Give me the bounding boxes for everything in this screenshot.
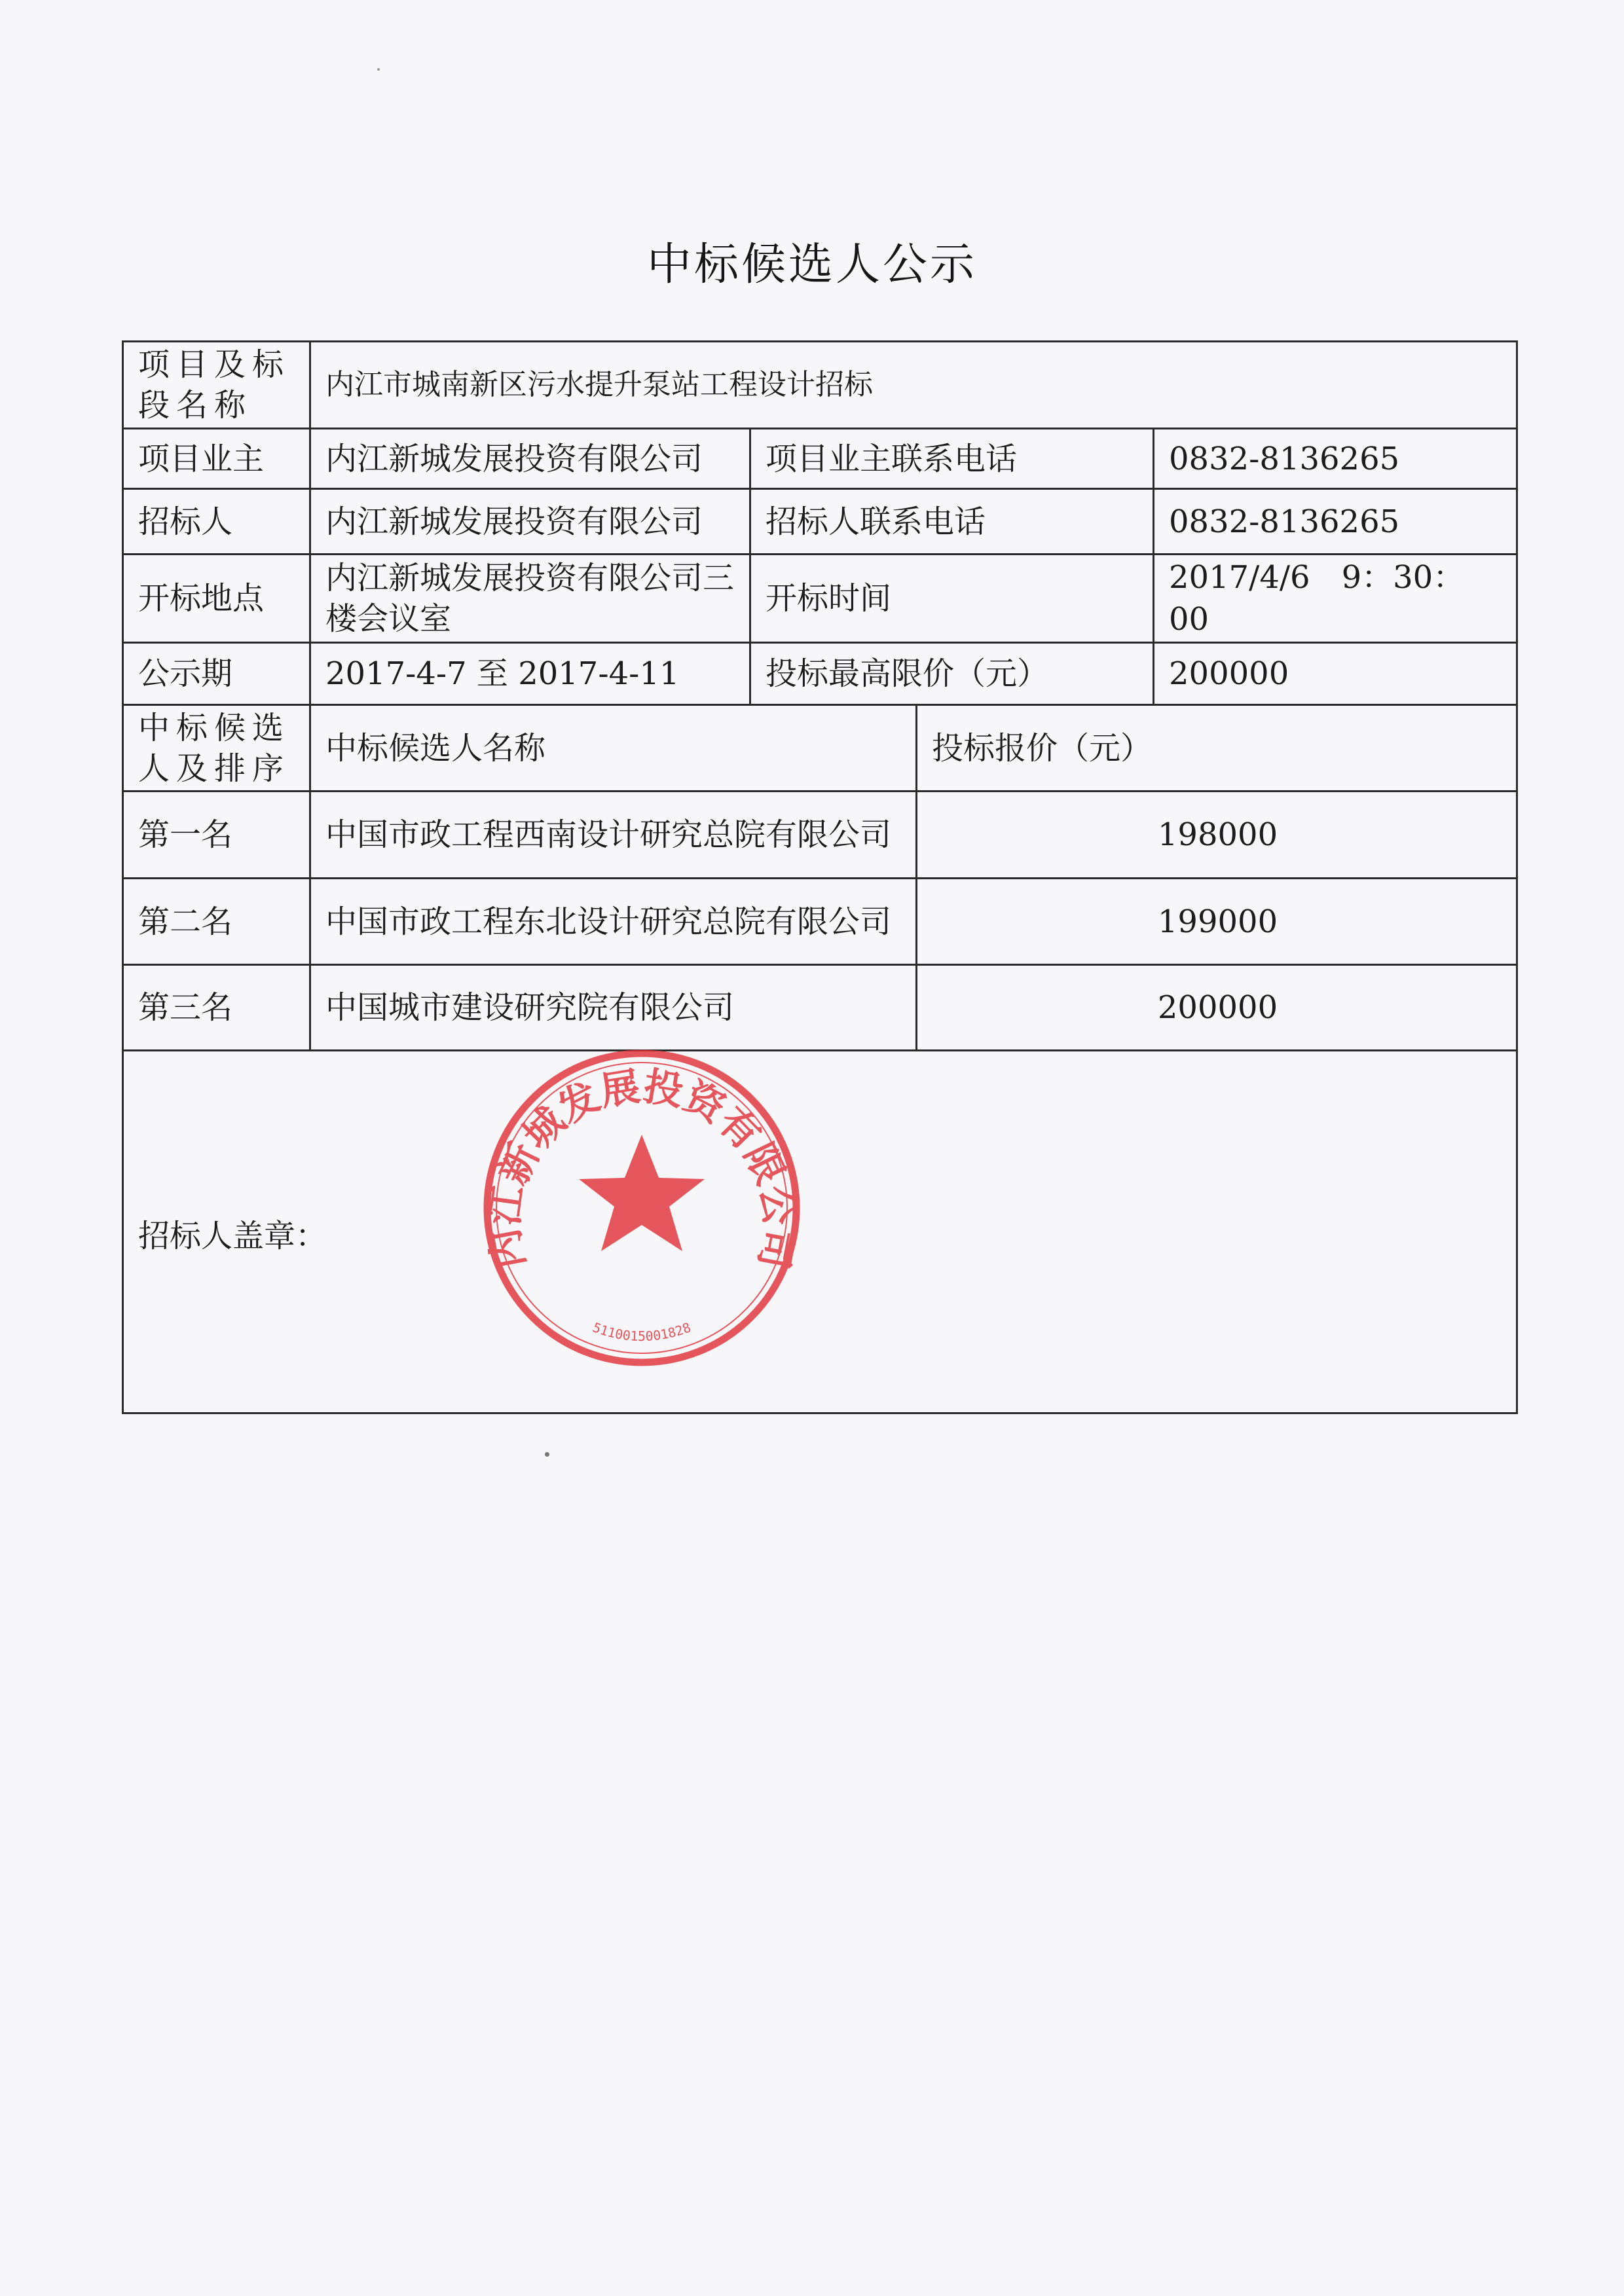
project-value: 内江市城南新区污水提升泵站工程设计招标 (309, 340, 1518, 428)
notice-period: 2017-4-7 至 2017-4-11 (309, 642, 749, 704)
candidate-rank-3: 第三名 (122, 964, 309, 1049)
candidate-price-3: 200000 (915, 964, 1518, 1049)
company-seal (471, 1038, 812, 1378)
project-label: 项目及标段名称 (122, 340, 309, 428)
owner-value: 内江新城发展投资有限公司 (309, 428, 749, 488)
bid-candidate-table (122, 340, 1518, 1414)
tenderer-value: 内江新城发展投资有限公司 (309, 488, 749, 553)
candidate-price-1: 198000 (915, 790, 1518, 877)
tenderer-label: 招标人 (122, 488, 309, 553)
candidate-price-2: 199000 (915, 877, 1518, 964)
seal-number-text (591, 1319, 693, 1344)
tenderer-phone: 0832-8136265 (1153, 488, 1518, 553)
seal-area (122, 1049, 1518, 1414)
seal-company-path: 内江新城发展投资有限公司 (481, 1063, 802, 1273)
scan-speck (545, 1452, 549, 1457)
max-price: 200000 (1153, 642, 1518, 704)
owner-phone: 0832-8136265 (1153, 428, 1518, 488)
candidate-price-header: 投标报价（元） (915, 704, 1518, 790)
opening-time: 2017/4/6 9：30：00 (1153, 553, 1518, 642)
max-price-label: 投标最高限价（元） (749, 642, 1153, 704)
opening-time-label: 开标时间 (749, 553, 1153, 642)
owner-label: 项目业主 (122, 428, 309, 488)
candidates-header-label: 中标候选人及排序 (122, 704, 309, 790)
opening-place: 内江新城发展投资有限公司三楼会议室 (309, 553, 749, 642)
candidate-name-header: 中标候选人名称 (309, 704, 915, 790)
candidate-name-1: 中国市政工程西南设计研究总院有限公司 (309, 790, 915, 877)
opening-place-label: 开标地点 (122, 553, 309, 642)
seal-stamp (481, 1053, 802, 1362)
candidate-name-3: 中国城市建设研究院有限公司 (309, 964, 915, 1049)
tenderer-phone-label: 招标人联系电话 (749, 488, 1153, 553)
seal-label: 招标人盖章： (138, 1218, 327, 1254)
candidate-rank-1: 第一名 (122, 790, 309, 877)
owner-phone-label: 项目业主联系电话 (749, 428, 1153, 488)
star-icon (579, 1135, 705, 1251)
notice-period-label: 公示期 (122, 642, 309, 704)
page-title: 中标候选人公示 (646, 239, 977, 291)
scan-speck-small (377, 68, 380, 71)
candidate-name-2: 中国市政工程东北设计研究总院有限公司 (309, 877, 915, 964)
seal-number-path: 5110015001828 (590, 1319, 693, 1344)
candidate-rank-2: 第二名 (122, 877, 309, 964)
